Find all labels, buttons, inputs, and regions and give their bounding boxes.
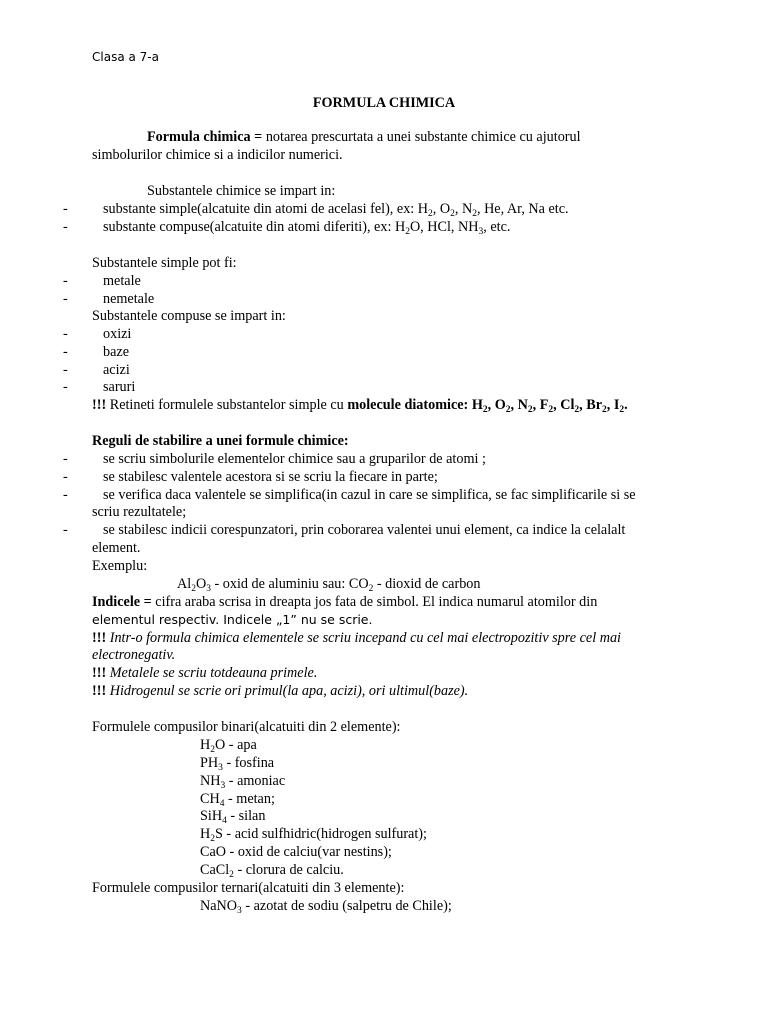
bullet-dash: - (63, 487, 68, 503)
rule-item-cont: scriu rezultatele; (92, 504, 187, 520)
compound-kind-item: acizi (103, 362, 130, 378)
binary-compound-item: $H_2O$ - apa (200, 737, 257, 755)
rules-heading: Reguli de stabilire a unei formule chimice: (92, 433, 349, 449)
note-hydrogen: !!! Hidrogenul se scrie ori primul(la apa, acizi), ori ultimul(baze). (92, 683, 469, 699)
binary-compound-item: $CH_4$ - metan; (200, 791, 275, 809)
example-label: Exemplu: (92, 558, 148, 574)
index-term: Indicele = (92, 594, 152, 610)
bullet-dash: - (63, 522, 68, 538)
index-definition-line2: elementul respectiv. Indicele „1” nu se scrie. (92, 612, 373, 627)
bullet-dash: - (63, 362, 68, 378)
binary-compound-item: SiH$_4$ - silan (200, 808, 266, 826)
binary-compound-item: $H_2S$ - acid sulfhidric(hidrogen sulfurat); (200, 826, 427, 844)
rule-item: se stabilesc indicii corespunzatori, prin coborarea valentei unui element, ca indice la celalalt (103, 522, 626, 538)
diatomic-note: !!! Retineti formulele substantelor simple cu molecule diatomice: $H_2$, $O_2$, $N_2$, $F_2$, $Cl_2$, $Br_2$, $I_2$. (92, 397, 628, 415)
note-metals: !!! Metalele se scriu totdeauna primele. (92, 665, 318, 681)
bullet-dash: - (63, 219, 68, 235)
note-electropositive-cont: electronegativ. (92, 647, 176, 663)
simple-substances-item: substante simple(alcatuite din atomi de acelasi fel), ex: $H_2$, $O_2$, $N_2$, He, Ar, Na etc. (103, 201, 569, 219)
page-title: FORMULA CHIMICA (312, 95, 456, 111)
index-definition-line1: Indicele = cifra araba scrisa in dreapta jos fata de simbol. El indica numarul atomilor din (92, 594, 598, 610)
note-electropositive: !!! Intr-o formula chimica elementele se scriu incepand cu cel mai electropozitiv spre cel mai (92, 630, 621, 646)
rule-item: se stabilesc valentele acestora si se scriu la fiecare in parte; (103, 469, 438, 485)
example-formulas: $Al_2O_3$ - oxid de aluminiu sau: $CO_2$ - dioxid de carbon (177, 576, 481, 594)
rule-item: se scriu simbolurile elementelor chimice sau a gruparilor de atomi ; (103, 451, 486, 467)
bullet-dash: - (63, 379, 68, 395)
bullet-dash: - (63, 201, 68, 217)
rule-item-cont: element. (92, 540, 141, 556)
ternary-heading: Formulele compusilor ternari(alcatuiti din 3 elemente): (92, 880, 405, 896)
compound-kind-item: oxizi (103, 326, 132, 342)
bullet-dash: - (63, 451, 68, 467)
division-heading: Substantele chimice se impart in: (147, 183, 336, 199)
formula-definition-line2: simbolurilor chimice si a indicilor numerici. (92, 147, 343, 163)
ternary-compound-item: NaNO$_3$ - azotat de sodiu (salpetru de Chile); (200, 898, 452, 916)
simple-kind-item: nemetale (103, 291, 155, 307)
compound-kind-item: saruri (103, 379, 136, 395)
bullet-dash: - (63, 469, 68, 485)
binary-compound-item: CaO - oxid de calciu(var nestins); (200, 844, 392, 860)
compound-kinds-heading: Substantele compuse se impart in: (92, 308, 286, 324)
bullet-dash: - (63, 291, 68, 307)
simple-kind-item: metale (103, 273, 141, 289)
bullet-dash: - (63, 273, 68, 289)
binary-compound-item: $PH_3$ - fosfina (200, 755, 275, 773)
compound-substances-item: substante compuse(alcatuite din atomi diferiti), ex: $H_2O$, HCl, $NH_3$, etc. (103, 219, 511, 237)
simple-kinds-heading: Substantele simple pot fi: (92, 255, 237, 271)
rule-item: se verifica daca valentele se simplifica(in cazul in care se simplifica, se fac simplificarile si se (103, 487, 636, 503)
class-header: Clasa a 7-a (92, 50, 159, 64)
formula-term: Formula chimica = (147, 129, 263, 145)
compound-kind-item: baze (103, 344, 129, 360)
bullet-dash: - (63, 344, 68, 360)
binary-compound-item: $NH_3$ - amoniac (200, 773, 286, 791)
binary-heading: Formulele compusilor binari(alcatuiti din 2 elemente): (92, 719, 401, 735)
binary-compound-item: CaCl$_2$ - clorura de calciu. (200, 862, 344, 880)
formula-definition-line1: Formula chimica = notarea prescurtata a unei substante chimice cu ajutorul (147, 129, 581, 145)
bullet-dash: - (63, 326, 68, 342)
